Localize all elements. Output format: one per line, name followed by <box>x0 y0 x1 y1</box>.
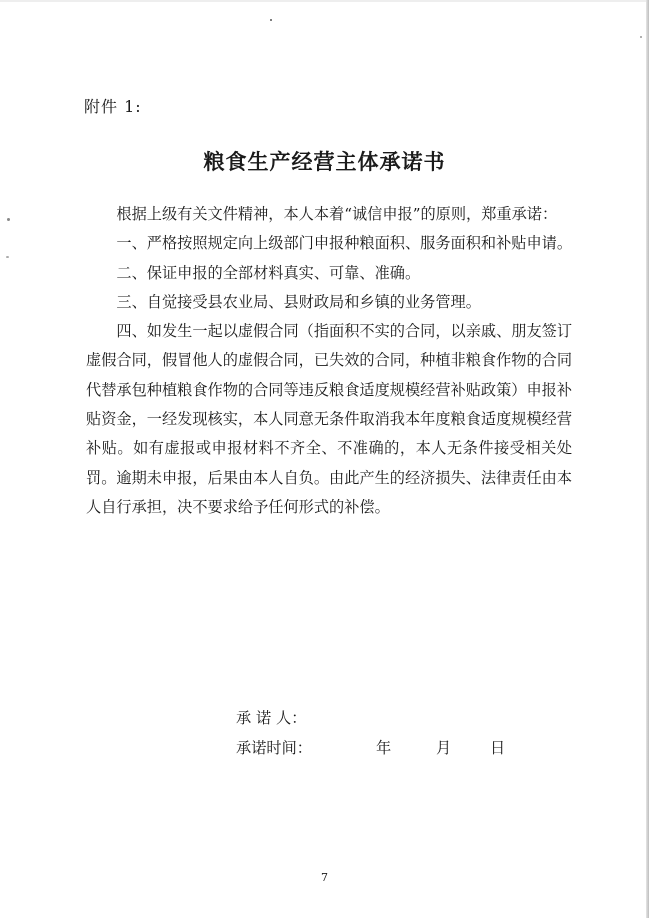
document-title: 粮食生产经营主体承诺书 <box>203 149 446 174</box>
scan-speck <box>6 256 9 258</box>
day-unit: 日 <box>490 739 506 757</box>
paragraph-commitment-1: 一、严格按照规定向上级部门申报种粮面积、服务面积和补贴申请。 <box>116 234 573 253</box>
paragraph-commitment-3: 三、自觉接受县农业局、县财政局和乡镇的业务管理。 <box>116 292 481 311</box>
month-unit: 月 <box>436 739 452 757</box>
scan-speck <box>270 19 272 21</box>
page-number: 7 <box>321 871 328 884</box>
scan-edge-top <box>0 0 649 2</box>
scan-speck <box>640 36 642 38</box>
paragraph-commitment-4: 四、如发生一起以虚假合同（指面积不实的合同，以亲戚、朋友签订虚假合同，假冒他人的虚假合同，已失效的合同，种植非粮食作物的合同代替承包种植粮食作物的合同等违反粮食适度规模经营补贴政策）申报补贴资金，一经发现核实，本人同意无条件取消我本年度粮食适度规模经营补贴。如有虚报或申报材料不齐全、不准确的，本人无条件接受相关处罚。逾期未申报，后果由本人自负。由此产生的经济损失、法律责任由本人自行承担，决不要求给予任何形式的补偿。 <box>86 322 573 516</box>
document-body <box>86 200 572 522</box>
paragraph-intro: 根据上级有关文件精神，本人本着“诚信申报”的原则，郑重承诺： <box>116 205 558 223</box>
date-label: 承诺时间： <box>236 739 312 757</box>
year-unit: 年 <box>376 739 392 757</box>
signer-label: 承 诺 人： <box>236 709 307 727</box>
scan-speck <box>7 218 10 221</box>
attachment-label: 附件 1: <box>84 97 142 116</box>
paragraph-commitment-2: 二、保证申报的全部材料真实、可靠、准确。 <box>116 263 421 282</box>
